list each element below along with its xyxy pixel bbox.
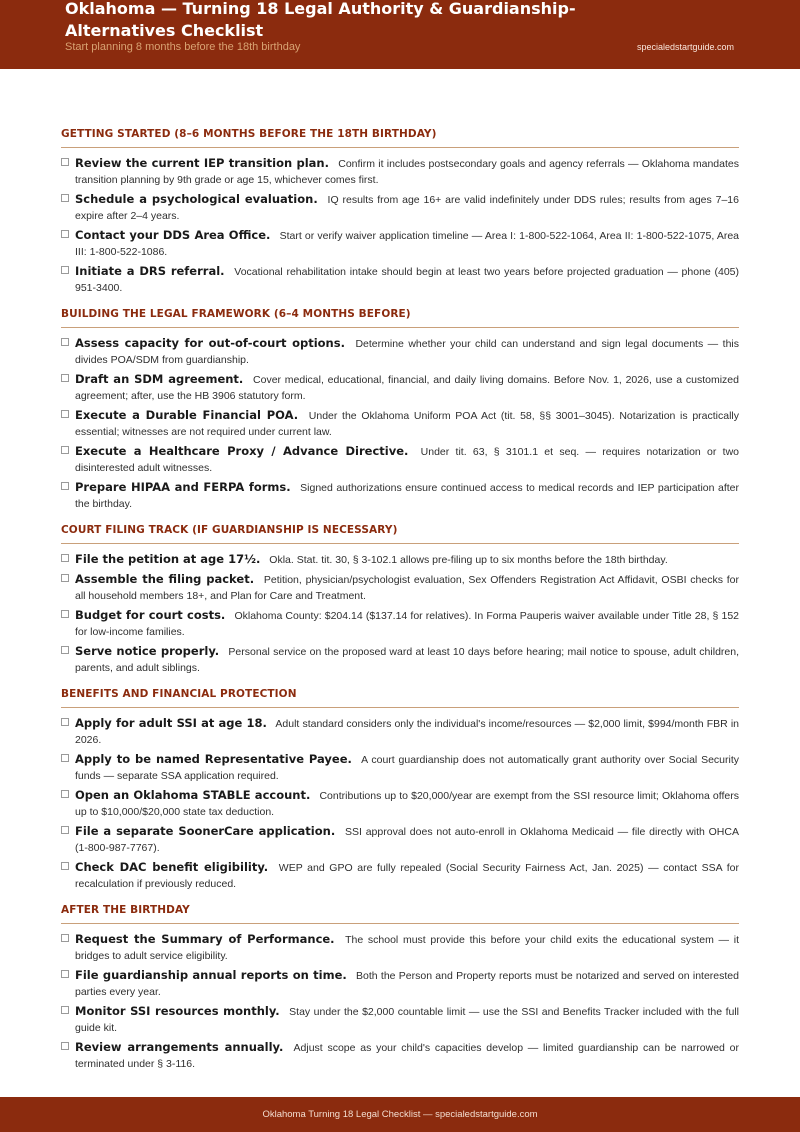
checklist-item [61,787,739,820]
page-title: Oklahoma — Turning 18 Legal Authority & Guardianship-Alternatives Checklist [65,0,576,40]
checklist-item [61,551,739,568]
checkbox[interactable] [61,230,69,238]
checklist-item [61,443,739,476]
item-text: Adjust scope as your child's capacities develop — limited guardianship can be narrowed or terminated under § 3-116. [75,1042,739,1070]
checklist-item [61,643,739,676]
checklist-item [61,751,739,784]
item-text: Personal service on the proposed ward at least 10 days before hearing; mail notice to spouse, adult children, parents, and adult siblings. [75,646,739,674]
item-lead: Review arrangements annually. [75,1040,284,1054]
section-getting-started [61,128,739,296]
section-legal-framework [61,308,739,512]
checkbox[interactable] [61,482,69,490]
checkbox[interactable] [61,934,69,942]
section-benefits [61,688,739,892]
item-lead: File guardianship annual reports on time. [75,968,347,982]
checklist-item [61,407,739,440]
checkbox[interactable] [61,646,69,654]
checkbox[interactable] [61,718,69,726]
section-after-birthday [61,904,739,1072]
item-lead: Prepare HIPAA and FERPA forms. [75,480,291,494]
checklist-item [61,479,739,512]
section-court-filing [61,524,739,676]
item-lead: Assess capacity for out-of-court options. [75,336,345,350]
checkbox[interactable] [61,338,69,346]
checklist-item [61,823,739,856]
checkbox[interactable] [61,1006,69,1014]
item-lead: Draft an SDM agreement. [75,372,244,386]
checkbox[interactable] [61,266,69,274]
item-lead: Apply for adult SSI at age 18. [75,716,267,730]
checklist-item [61,227,739,260]
checklist-item [61,371,739,404]
checklist-item [61,155,739,188]
checkbox[interactable] [61,970,69,978]
checkbox[interactable] [61,410,69,418]
footer-text: Oklahoma Turning 18 Legal Checklist — specialedstartguide.com [262,1109,538,1120]
checklist-item [61,859,739,892]
item-text: Stay under the $2,000 countable limit — use the SSI and Benefits Tracker included with the full guide kit. [75,1006,740,1034]
item-lead: Check DAC benefit eligibility. [75,860,269,874]
item-text: Both the Person and Property reports must be notarized and served on interested parties every year. [75,970,739,998]
item-text: A court guardianship does not automatically grant authority over Social Security funds — separate SSA application required. [75,754,740,782]
checklist-item [61,191,739,224]
item-lead: Open an Oklahoma STABLE account. [75,788,311,802]
item-text: WEP and GPO are fully repealed (Social Security Fairness Act, Jan. 2025) — contact SSA for recalculation if previously reduced. [75,862,739,890]
checklist-item [61,967,739,1000]
item-text: Petition, physician/psychologist evaluation, Sex Offenders Registration Act Affidavit, OSBI checks for all household members 18+, and Plan for Care and Treatment. [75,574,739,602]
checkbox[interactable] [61,1042,69,1050]
page-footer [0,1097,800,1132]
checkbox[interactable] [61,826,69,834]
page-header [0,0,800,69]
checklist-item [61,1039,739,1072]
item-lead: Schedule a psychological evaluation. [75,192,318,206]
item-lead: Request the Summary of Performance. [75,932,335,946]
item-text: Under tit. 63, § 3101.1 et seq. — requires notarization or two disinterested adult witnesses. [75,446,739,474]
item-text: Confirm it includes postsecondary goals and agency referrals — Oklahoma mandates transition planning by 9th grade or age 15, whichever comes first. [75,158,739,186]
checkbox[interactable] [61,194,69,202]
item-lead: Review the current IEP transition plan. [75,156,329,170]
header-site-url: specialedstartguide.com [636,42,734,52]
item-lead: Assemble the filing packet. [75,572,255,586]
checkbox[interactable] [61,374,69,382]
item-text: Under the Oklahoma Uniform POA Act (tit. 58, §§ 3001–3045). Notarization is practically essential; witnesses are not required under current law. [75,410,739,438]
checklist-item [61,335,739,368]
item-lead: Budget for court costs. [75,608,226,622]
section-title: COURT FILING TRACK (IF GUARDIANSHIP IS NECESSARY) [61,524,739,544]
item-lead: Execute a Healthcare Proxy / Advance Directive. [75,444,409,458]
checklist-item [61,715,739,748]
item-text: Oklahoma County: $204.14 ($137.14 for relatives). In Forma Pauperis waiver available under Title 28, § 152 for low-income families. [75,610,739,638]
page-subtitle: Start planning 8 months before the 18th birthday [65,41,301,53]
item-lead: File the petition at age 17½. [75,552,261,566]
item-text: Vocational rehabilitation intake should begin at least two years before projected graduation — phone (405) 951-3400. [75,266,740,294]
section-title: BENEFITS AND FINANCIAL PROTECTION [61,688,739,708]
item-lead: File a separate SoonerCare application. [75,824,336,838]
checklist-item [61,263,739,296]
checkbox[interactable] [61,790,69,798]
checkbox[interactable] [61,574,69,582]
item-text: Signed authorizations ensure continued access to medical records and IEP participation after the birthday. [75,482,739,510]
item-text: Determine whether your child can understand and sign legal documents — this divides POA/SDM from guardianship. [75,338,739,366]
item-text: Cover medical, educational, financial, and daily living domains. Before Nov. 1, 2026, use a customized agreement; after, use the HB 3906 statutory form. [75,374,739,402]
item-text: Contributions up to $20,000/year are exempt from the SSI resource limit; Oklahoma offers up to $10,000/$20,000 state tax deduction. [75,790,739,818]
checklist-content [61,128,739,1084]
item-text: Adult standard considers only the individual's income/resources — $2,000 limit, $994/month FBR in 2026. [75,718,739,746]
checklist-item [61,607,739,640]
checklist-item [61,931,739,964]
checklist-item [61,571,739,604]
section-title: GETTING STARTED (8–6 MONTHS BEFORE THE 18TH BIRTHDAY) [61,128,739,148]
checkbox[interactable] [61,754,69,762]
checkbox[interactable] [61,862,69,870]
item-lead: Execute a Durable Financial POA. [75,408,299,422]
item-text: IQ results from age 16+ are valid indefinitely under DDS rules; results from ages 7–16 expire after 2–4 years. [75,194,739,222]
checklist-item [61,1003,739,1036]
item-lead: Apply to be named Representative Payee. [75,752,352,766]
item-text: The school must provide this before your child exits the educational system — it bridges to adult service eligibility. [75,934,740,962]
item-lead: Contact your DDS Area Office. [75,228,271,242]
item-text: Okla. Stat. tit. 30, § 3-102.1 allows pre-filing up to six months before the 18th birthday. [269,554,668,566]
section-title: AFTER THE BIRTHDAY [61,904,739,924]
item-lead: Monitor SSI resources monthly. [75,1004,280,1018]
item-text: Start or verify waiver application timeline — Area I: 1-800-522-1064, Area II: 1-800-522-1075, Area III: 1-800-522-1086. [75,230,740,258]
item-lead: Serve notice properly. [75,644,220,658]
checkbox[interactable] [61,610,69,618]
checkbox[interactable] [61,446,69,454]
item-text: SSI approval does not auto-enroll in Oklahoma Medicaid — file directly with OHCA (1-800-987-7767). [75,826,739,854]
section-title: BUILDING THE LEGAL FRAMEWORK (6–4 MONTHS BEFORE) [61,308,739,328]
checkbox[interactable] [61,554,69,562]
checkbox[interactable] [61,158,69,166]
item-lead: Initiate a DRS referral. [75,264,225,278]
